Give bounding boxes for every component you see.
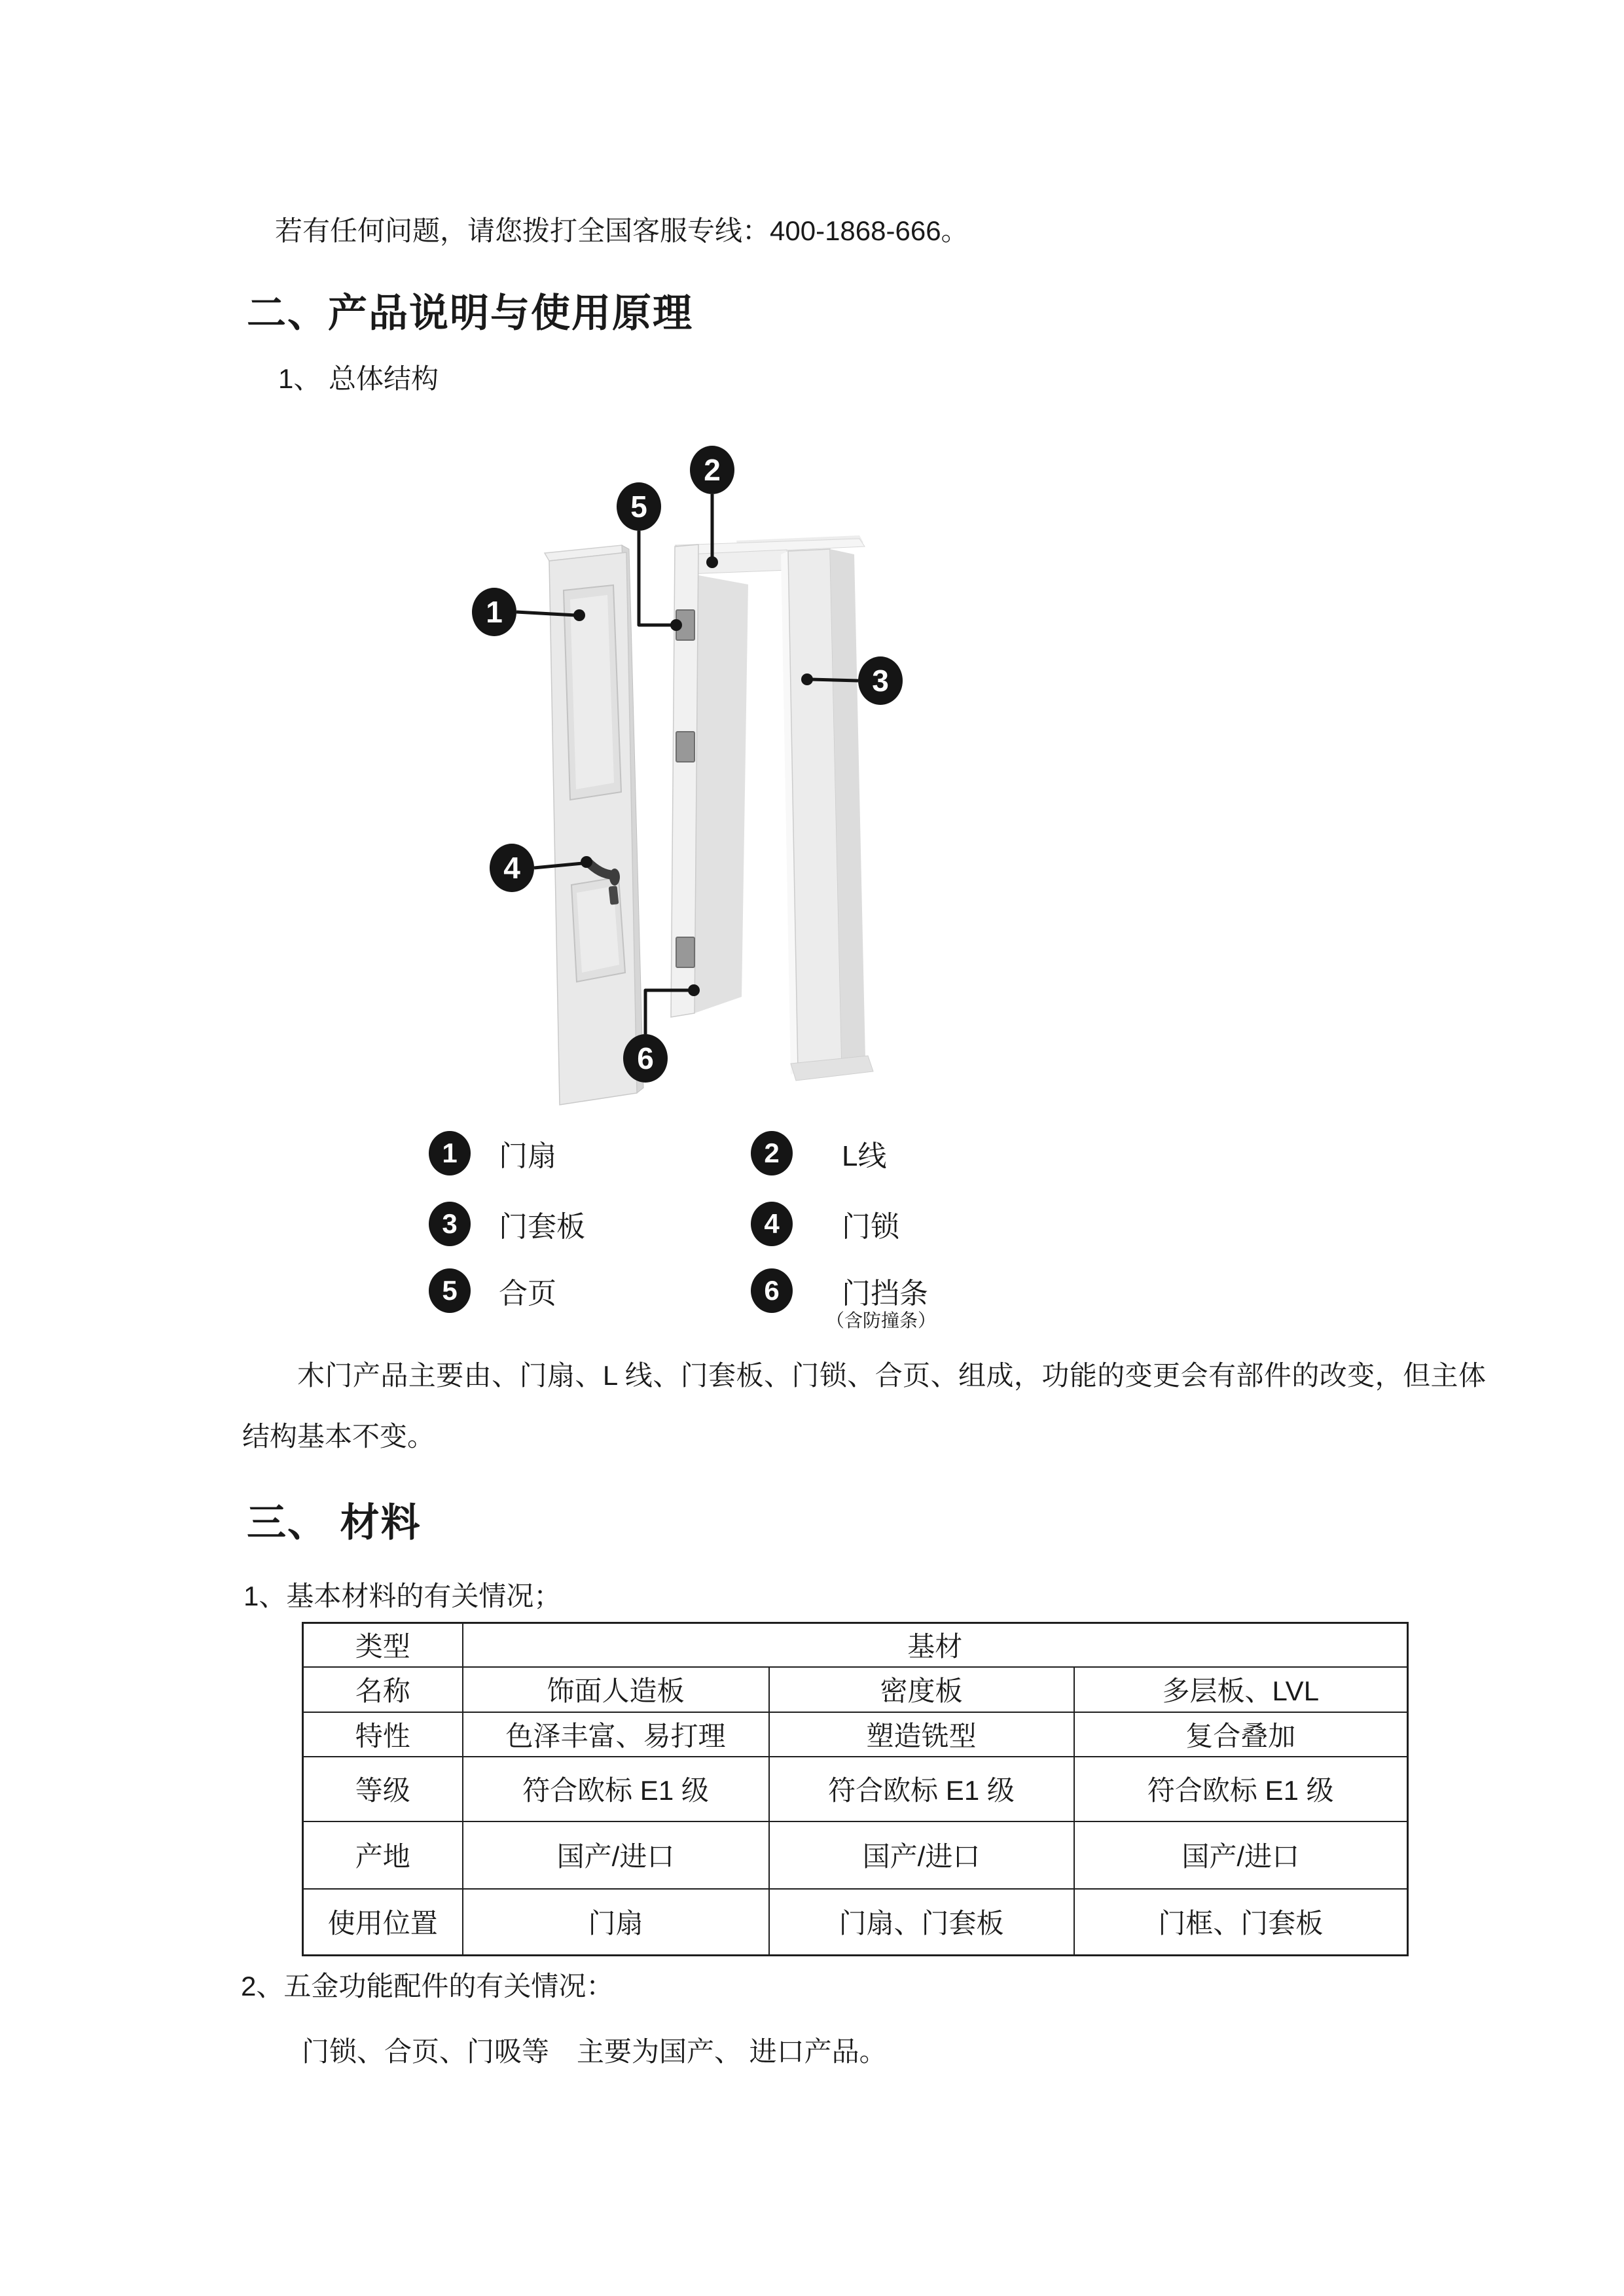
table-cell: 密度板 [769,1667,1074,1712]
hinge-icon [676,937,695,967]
legend-label-6: 门挡条 [842,1278,928,1310]
section3-heading: 三、 材料 [247,1501,422,1545]
table-cell: 使用位置 [303,1889,463,1956]
table-cell: 产地 [303,1821,463,1889]
table-cell: 符合欧标 E1 级 [769,1757,1074,1821]
door-jamb-panel [781,549,873,1081]
callout-4-number: 4 [503,851,520,885]
table-cell: 色泽丰富、易打理 [463,1712,769,1757]
table-cell: 国产/进口 [1074,1821,1408,1889]
callout-1-number: 1 [486,595,503,629]
table-cell: 符合欧标 E1 级 [1074,1757,1408,1821]
callout-2-number: 2 [704,453,721,487]
table-cell: 门扇、门套板 [769,1889,1074,1956]
table-row [303,1757,1408,1821]
table-cell: 符合欧标 E1 级 [463,1757,769,1821]
legend-item-4 [751,1202,899,1246]
legend-label-4: 门锁 [842,1211,899,1243]
table-row [303,1667,1408,1712]
table-cell: 国产/进口 [769,1821,1074,1889]
legend-label-1: 门扇 [499,1140,556,1172]
table-cell: 特性 [303,1712,463,1757]
table-cell: 类型 [303,1623,463,1667]
legend-item-2 [751,1131,886,1175]
legend-label-3: 门套板 [499,1211,585,1243]
legend-label-5: 合页 [499,1278,556,1310]
table-cell: 多层板、LVL [1074,1667,1408,1712]
hardware-note: 门锁、合页、门吸等 主要为国产、 进口产品。 [302,2036,887,2067]
legend-label-6-sub: （含防撞条） [826,1310,937,1331]
legend-badge-1: 1 [429,1131,471,1175]
materials-table [302,1622,1409,1956]
hinge-icon [676,732,695,762]
table-cell: 等级 [303,1757,463,1821]
table-cell: 基材 [463,1623,1408,1667]
section3-item1: 1、基本材料的有关情况； [244,1581,562,1611]
door-leaf [545,545,643,1105]
table-cell: 门扇 [463,1889,769,1956]
table-row [303,1712,1408,1757]
legend-label-2: L线 [842,1140,887,1172]
legend-item-3 [429,1202,585,1246]
legend-badge-6: 6 [751,1268,793,1313]
table-cell: 饰面人造板 [463,1667,769,1712]
callout-3-number: 3 [872,664,889,698]
door-frame-hinge-jamb [671,545,748,1017]
legend-badge-2: 2 [751,1131,793,1175]
customer-service-line: 若有任何问题，请您拨打全国客服专线：400-1868-666。 [275,215,969,246]
structure-paragraph: 木门产品主要由、门扇、L 线、门套板、门锁、合页、组成，功能的变更会有部件的改变，但主体结构基本不变。 [242,1360,1486,1452]
legend-badge-4: 4 [751,1202,793,1246]
table-cell: 国产/进口 [463,1821,769,1889]
table-row [303,1623,1408,1667]
table-cell: 名称 [303,1667,463,1712]
legend-badge-3: 3 [429,1202,471,1246]
legend-item-5 [429,1268,556,1313]
section2-heading: 二、产品说明与使用原理 [247,291,693,335]
legend-badge-5: 5 [429,1268,471,1313]
callout-6-number: 6 [637,1041,654,1075]
door-structure-diagram [435,419,923,1113]
section2-subsection: 1、 总体结构 [278,363,439,394]
section3-item2: 2、五金功能配件的有关情况： [241,1971,614,2001]
table-cell: 塑造铣型 [769,1712,1074,1757]
callout-5-number: 5 [630,490,647,524]
table-row [303,1889,1408,1956]
table-cell: 门框、门套板 [1074,1889,1408,1956]
table-cell: 复合叠加 [1074,1712,1408,1757]
table-row [303,1821,1408,1889]
legend-item-1 [429,1131,556,1175]
